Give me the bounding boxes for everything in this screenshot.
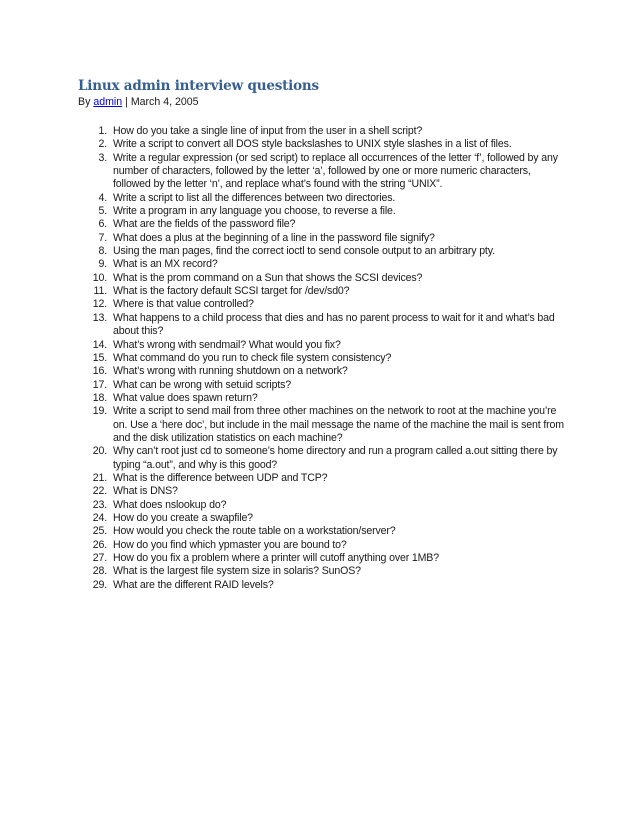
question-item [85,125,567,138]
question-number: 21. [92,471,107,484]
question-text: What is the largest file system size in solaris? SunOS? [113,565,361,578]
question-number: 26. [92,538,107,551]
question-number: 12. [92,298,107,311]
question-item [85,472,567,485]
question-text: What value does spawn return? [113,391,258,404]
question-text: Write a script to convert all DOS style backslashes to UNIX style slashes in a list of files. [113,138,512,151]
question-text: What is an MX record? [113,258,218,271]
byline [78,96,199,109]
question-item [85,379,567,392]
question-item [85,152,567,192]
question-item [85,285,567,298]
question-number: 22. [92,485,107,498]
question-number: 24. [92,511,107,524]
question-number: 18. [92,391,107,404]
question-item [85,525,567,538]
byline-prefix: By [78,96,94,108]
question-item [85,298,567,311]
question-text: Write a script to list all the differences between two directories. [113,191,396,204]
author-link[interactable]: admin [93,96,123,108]
question-number: 13. [92,311,107,324]
question-number: 9. [98,258,107,271]
question-item [85,392,567,405]
question-number: 17. [92,378,107,391]
question-text: What does a plus at the beginning of a line in the password file signify? [113,231,435,244]
question-text: What can be wrong with setuid scripts? [113,378,292,391]
question-number: 16. [92,365,107,378]
question-item [85,539,567,552]
question-item [85,552,567,565]
question-item [85,405,567,445]
question-text: What does nslookup do? [113,498,227,511]
question-number: 7. [98,231,107,244]
question-number: 15. [92,351,107,364]
question-item [85,192,567,205]
question-number: 19. [92,405,107,418]
question-text: What happens to a child process that dies and has no parent process to wait for it and what’s bad about this? [113,311,555,338]
question-text: How do you find which ypmaster you are bound to? [113,538,347,551]
question-number: 3. [98,151,107,164]
question-text: What is the prom command on a Sun that shows the SCSI devices? [113,271,423,284]
question-number: 2. [98,138,107,151]
question-number: 14. [92,338,107,351]
question-number: 8. [98,245,107,258]
question-number: 4. [98,191,107,204]
question-item [85,565,567,578]
byline-separator: | [122,96,131,108]
question-list [85,125,567,592]
question-number: 23. [92,498,107,511]
question-text: What is DNS? [113,485,178,498]
question-text: How would you check the route table on a workstation/server? [113,525,396,538]
question-text: What are the different RAID levels? [113,578,274,591]
question-text: What is the factory default SCSI target for /dev/sd0? [113,285,350,298]
question-item [85,258,567,271]
question-text: Write a program in any language you choose, to reverse a file. [113,205,396,218]
question-text: Why can’t root just cd to someone’s home directory and run a program called a.out sitting there by typing “a.out”, and why is this good? [113,445,558,471]
question-item [85,272,567,285]
question-text: Where is that value controlled? [113,298,254,311]
question-number: 27. [92,552,107,564]
question-item [85,499,567,512]
question-number: 29. [92,578,107,591]
question-item [85,485,567,498]
question-text: What is the difference between UDP and TCP? [113,471,328,484]
question-item [85,205,567,218]
page-title: Linux admin interview questions [78,78,319,94]
question-item [85,138,567,151]
question-number: 20. [92,445,107,458]
question-text: What’s wrong with sendmail? What would you fix? [113,338,341,351]
question-item [85,365,567,378]
question-text: What command do you run to check file system consistency? [113,351,392,364]
question-number: 25. [92,525,107,538]
question-text: How do you take a single line of input from the user in a shell script? [113,125,423,137]
question-item [85,445,567,472]
question-item [85,218,567,231]
question-item [85,232,567,245]
question-number: 28. [92,565,107,578]
question-item [85,245,567,258]
question-text: Write a regular expression (or sed script) to replace all occurrences of the letter ‘f’, followed by any number of characters, followed by the letter ‘a’, followed by one or more numeric characters, followed by the letter ‘n’, and replace what’s found with the string “UNIX”. [113,151,558,191]
question-number: 6. [98,218,107,231]
question-number: 1. [98,125,107,137]
question-number: 5. [98,205,107,218]
question-item [85,512,567,525]
question-number: 10. [92,271,107,284]
question-item [85,352,567,365]
question-item [85,339,567,352]
question-text: Write a script to send mail from three other machines on the network to root at the machine you’re on. Use a ‘here doc’, but include in the mail message the name of the machine the mail is sent from and the disk utilization statistics on each machine? [113,405,564,444]
question-text: What are the fields of the password file? [113,218,296,231]
byline-date: March 4, 2005 [130,96,199,108]
question-text: Using the man pages, find the correct ioctl to send console output to an arbitrary pty. [113,245,495,258]
question-text: What’s wrong with running shutdown on a network? [113,365,348,378]
question-text: How do you create a swapfile? [113,511,253,524]
question-text: How do you fix a problem where a printer will cutoff anything over 1MB? [113,552,439,564]
question-number: 11. [93,285,107,298]
question-item [85,579,567,592]
question-item [85,312,567,339]
